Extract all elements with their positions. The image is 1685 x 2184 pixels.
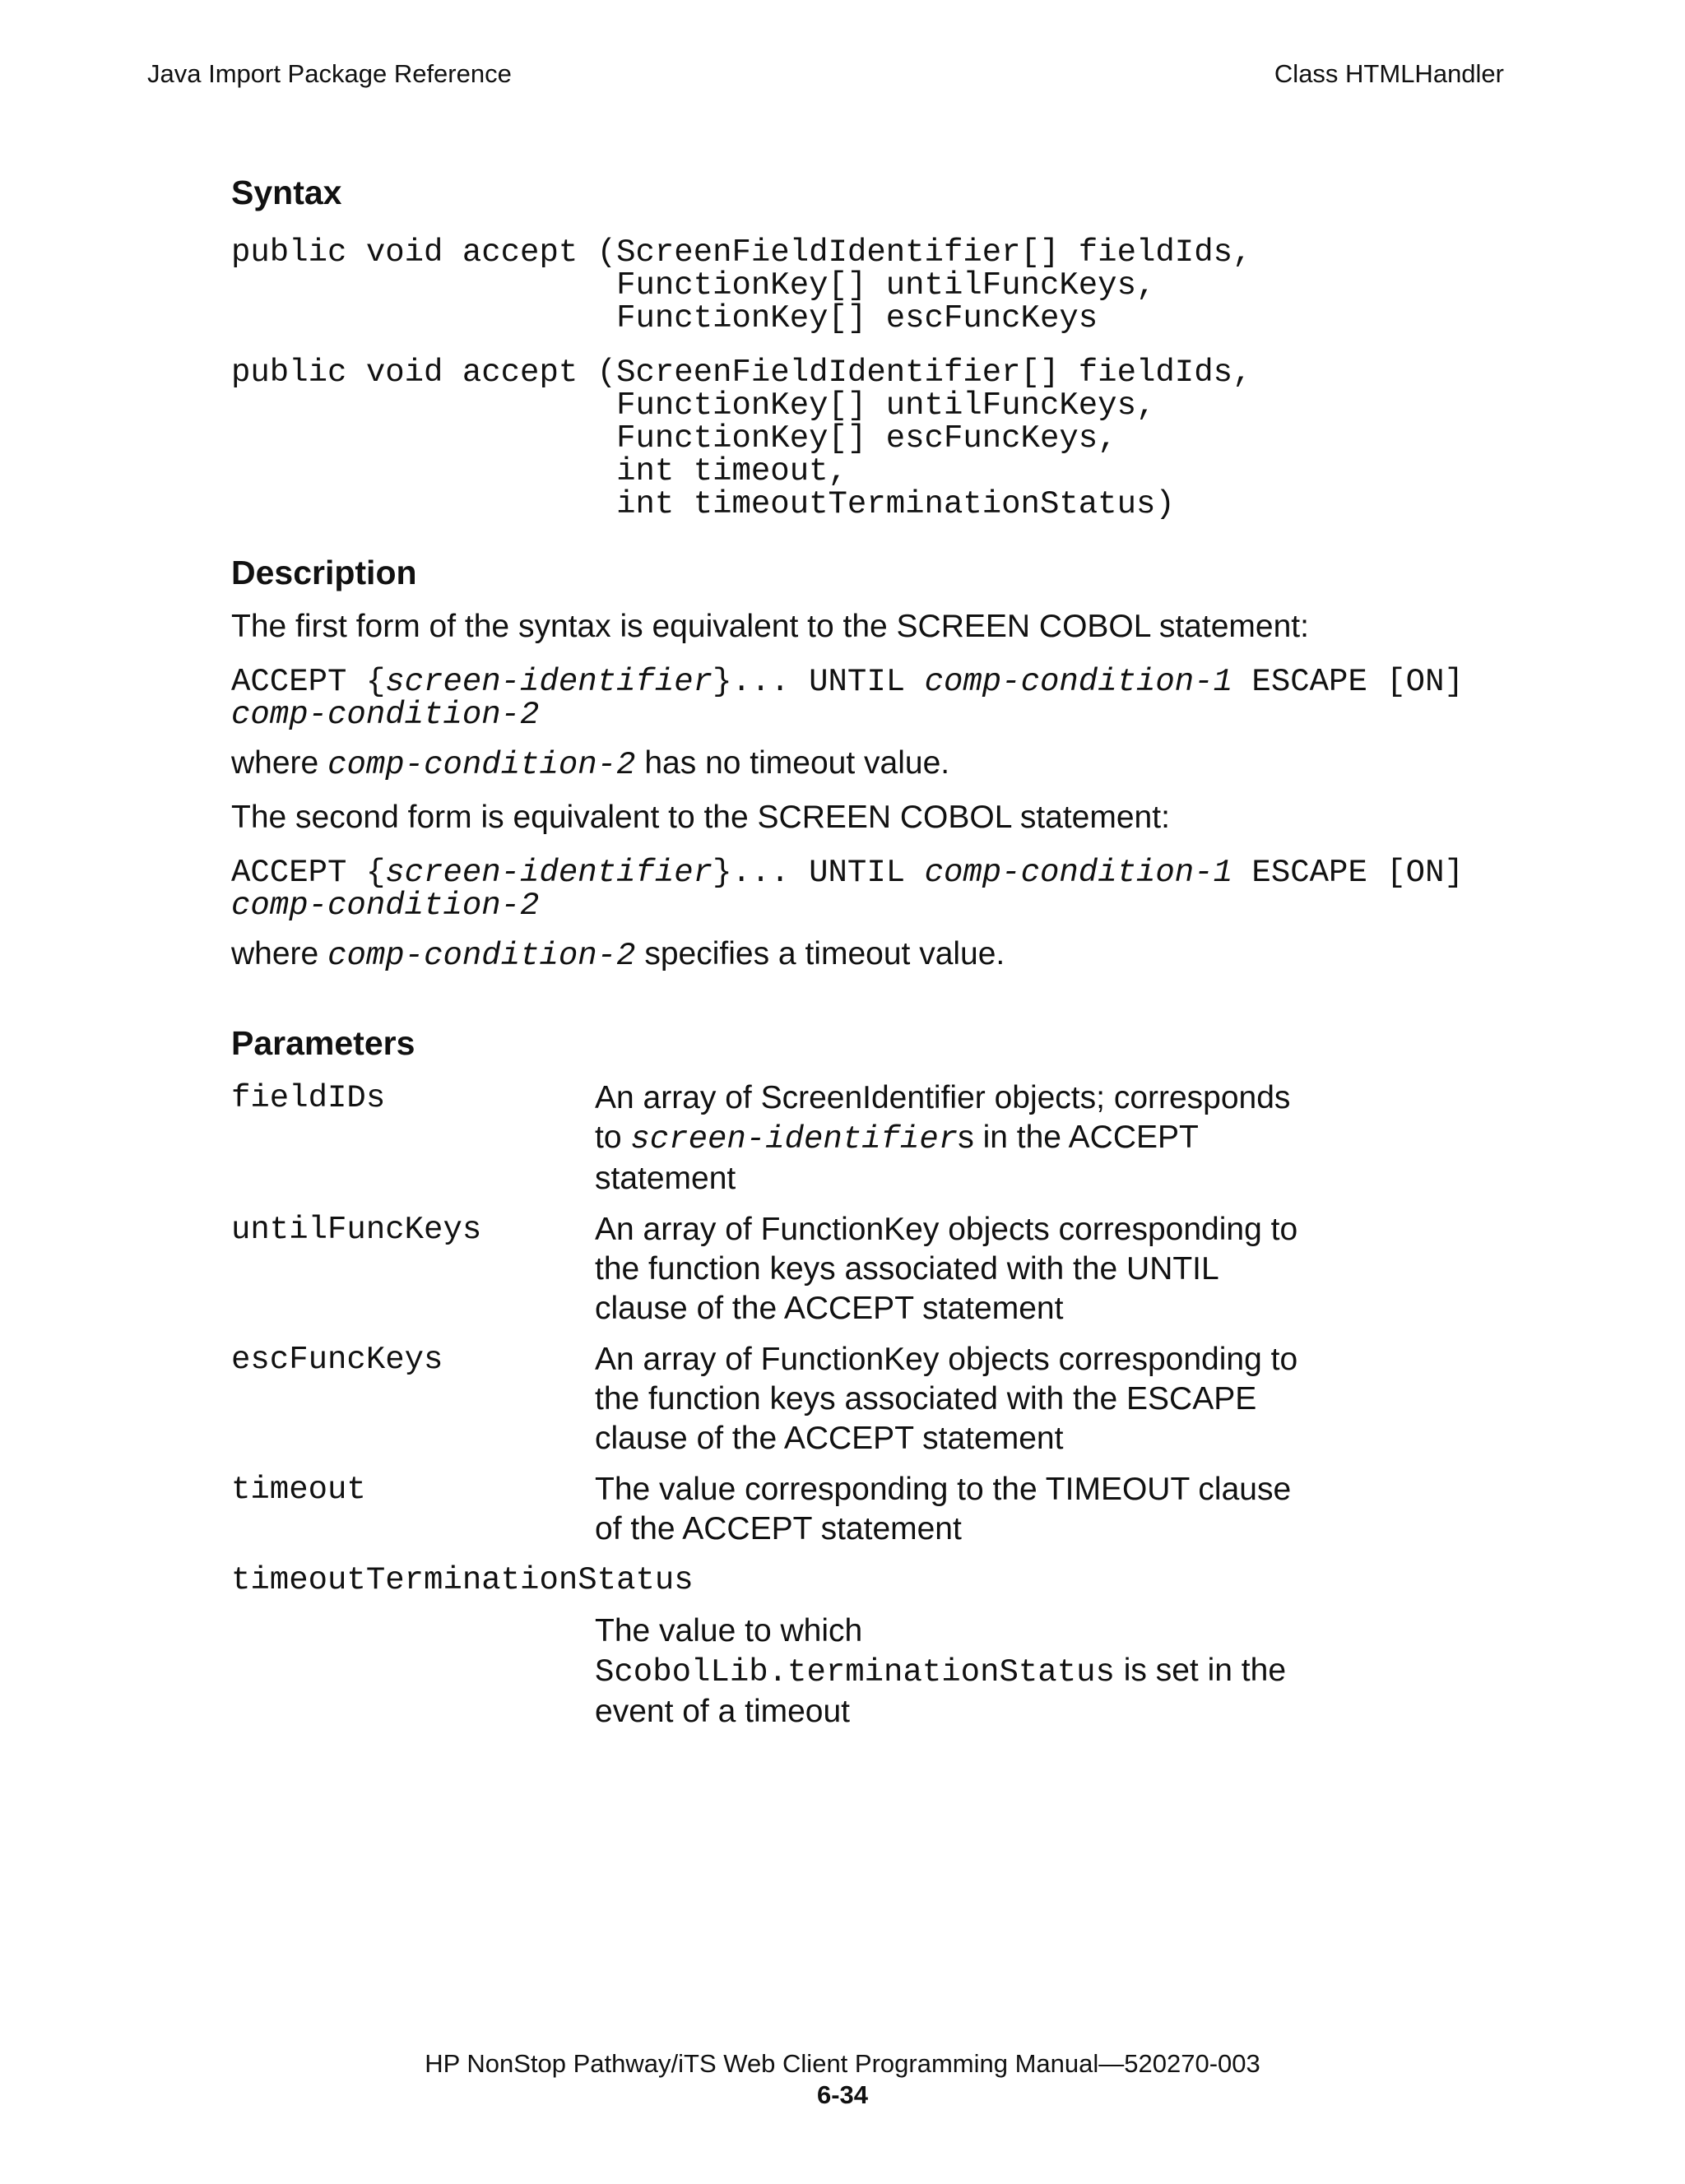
syntax-form-2 [231, 356, 1515, 521]
parameter-description: An array of ScreenIdentifier objects; corresponds to screen-identifiers in the ACCEPT statement [595, 1080, 1291, 1196]
statement-keyword: ESCAPE [ON] [1232, 664, 1464, 700]
parameter-row-timeoutTerminationStatus [231, 1560, 1383, 1732]
statement-var: comp-condition-1 [924, 664, 1233, 700]
description-where-1: where comp-condition-2 has no timeout value. [231, 745, 950, 783]
statement-var: screen-identifier [385, 664, 713, 700]
parameter-row-escFuncKeys [231, 1340, 1383, 1458]
code-line: int timeout, [231, 453, 847, 489]
statement-var: screen-identifier [385, 855, 713, 891]
statement-keyword: }... UNTIL [713, 855, 925, 891]
parameter-description: The value corresponding to the TIMEOUT clause of the ACCEPT statement [595, 1472, 1292, 1546]
syntax-heading: Syntax [231, 174, 342, 211]
statement-var: comp-condition-2 [231, 697, 540, 733]
cobol-statement-1 [231, 665, 1515, 731]
inline-code: screen-identifier [630, 1121, 959, 1157]
page-content [231, 169, 1515, 1732]
code-line: public void accept (ScreenFieldIdentifier[] fieldIds, [231, 234, 1252, 271]
parameter-name: escFuncKeys [231, 1342, 443, 1378]
code-line: FunctionKey[] untilFuncKeys, [231, 387, 1156, 424]
statement-var: comp-condition-1 [924, 855, 1233, 891]
description-intro-2: The second form is equivalent to the SCREEN COBOL statement: [231, 800, 1170, 835]
inline-code: comp-condition-2 [327, 938, 636, 974]
code-line: FunctionKey[] untilFuncKeys, [231, 267, 1156, 304]
parameter-row-timeout [231, 1470, 1383, 1549]
parameters-heading: Parameters [231, 1024, 415, 1062]
parameter-name: timeoutTerminationStatus [231, 1562, 694, 1598]
code-line: FunctionKey[] escFuncKeys [231, 300, 1098, 336]
inline-code: ScobolLib.terminationStatus [595, 1654, 1115, 1690]
page-number: 6-34 [816, 2080, 869, 2109]
parameter-row-fieldIDs [231, 1078, 1383, 1199]
code-line: int timeoutTerminationStatus) [231, 486, 1175, 522]
code-line: FunctionKey[] escFuncKeys, [231, 420, 1117, 457]
inline-code: comp-condition-2 [327, 747, 636, 783]
parameter-row-untilFuncKeys [231, 1210, 1383, 1328]
statement-keyword: ESCAPE [ON] [1232, 855, 1464, 891]
parameters-section [231, 1019, 1515, 1732]
parameter-description: An array of FunctionKey objects corresponding to the function keys associated with the UNTIL clause of the ACCEPT statement [595, 1212, 1298, 1326]
page-footer [0, 2048, 1685, 2111]
description-section [231, 549, 1515, 976]
running-header-right: Class HTMLHandler [1274, 59, 1504, 88]
code-line: public void accept (ScreenFieldIdentifier[] fieldIds, [231, 355, 1252, 391]
parameter-description: The value to which ScobolLib.terminationStatus is set in the event of a timeout [595, 1613, 1287, 1729]
description-intro-1: The first form of the syntax is equivalent to the SCREEN COBOL statement: [231, 609, 1309, 644]
syntax-form-1 [231, 236, 1515, 335]
parameters-table [231, 1078, 1383, 1732]
parameter-name: untilFuncKeys [231, 1212, 482, 1248]
statement-keyword: ACCEPT { [231, 855, 386, 891]
syntax-section [231, 169, 1515, 521]
description-where-2: where comp-condition-2 specifies a timeout value. [231, 936, 1005, 974]
statement-var: comp-condition-2 [231, 888, 540, 924]
parameter-name: timeout [231, 1472, 366, 1508]
running-header-left: Java Import Package Reference [147, 59, 512, 88]
footer-title: HP NonStop Pathway/iTS Web Client Programming Manual—520270-003 [425, 2049, 1260, 2078]
statement-keyword: ACCEPT { [231, 664, 386, 700]
parameter-name: fieldIDs [231, 1080, 386, 1116]
parameter-description: An array of FunctionKey objects corresponding to the function keys associated with the ESCAPE clause of the ACCEPT statement [595, 1342, 1298, 1456]
description-heading: Description [231, 554, 417, 591]
cobol-statement-2 [231, 856, 1515, 922]
statement-keyword: }... UNTIL [713, 664, 925, 700]
